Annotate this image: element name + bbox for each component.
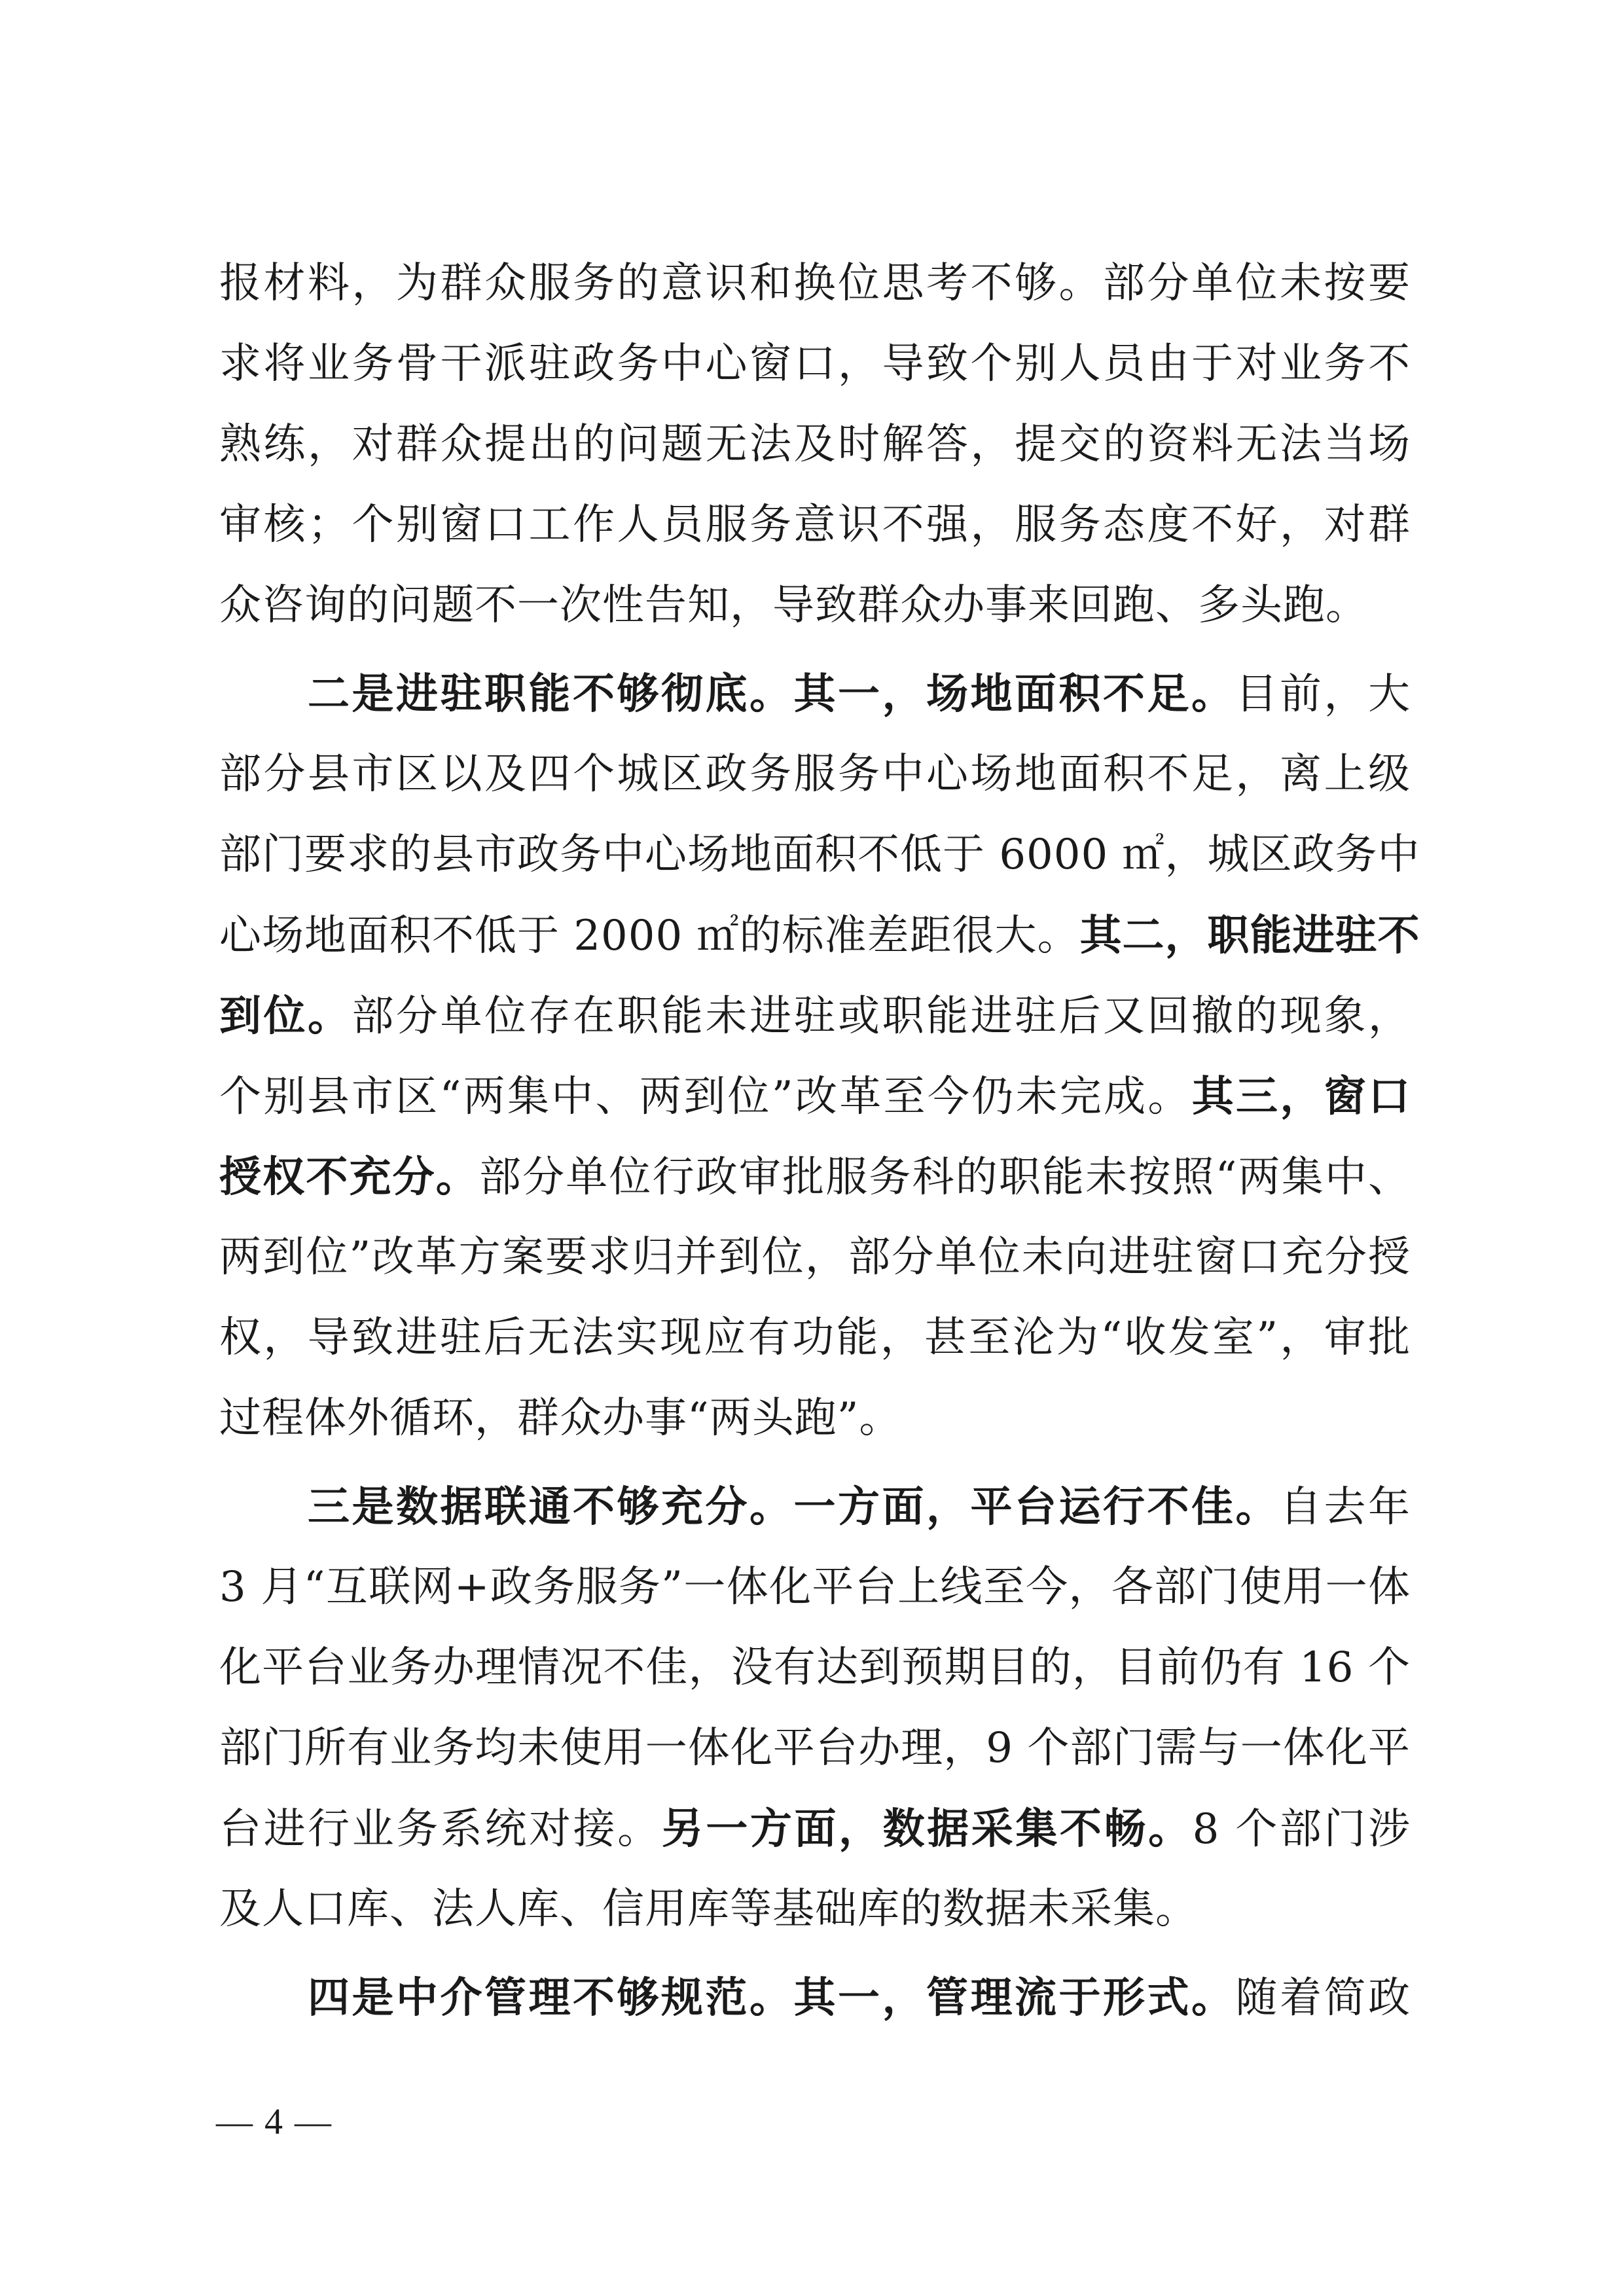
paragraph-gap xyxy=(219,646,1411,654)
bold-text-run: 二是进驻职能不够彻底。其一，场地面积不足。 xyxy=(219,670,1236,719)
text-run: 及人口库、法人库、信用库等基础库的数据未采集。 xyxy=(219,1885,1198,1933)
paragraph-gap xyxy=(219,1459,1411,1467)
text-line xyxy=(219,1378,1411,1459)
text-run: 报材料，为群众服务的意识和换位思考不够。部分单位未按要 xyxy=(219,259,1411,308)
text-run: 3 月“互联网+政务服务”一体化平台上线至今，各部门使用一体 xyxy=(219,1563,1411,1611)
text-line xyxy=(219,815,1420,895)
text-run: 熟练，对群众提出的问题无法及时解答，提交的资料无法当场 xyxy=(219,420,1411,469)
text-line xyxy=(219,485,1411,565)
text-run: 求将业务骨干派驻政务中心窗口，导致个别人员由于对业务不 xyxy=(219,340,1411,388)
bold-text-run: 到位。 xyxy=(219,992,352,1041)
text-line xyxy=(219,734,1411,815)
text-run: 部门要求的县市政务中心场地面积不低于 6000 ㎡，城区政务中 xyxy=(219,831,1420,879)
paragraph xyxy=(219,1958,1411,2038)
text-line xyxy=(219,324,1411,404)
text-run: 两到位”改革方案要求归并到位，部分单位未向进驻窗口充分授 xyxy=(219,1233,1411,1282)
paragraph xyxy=(219,1467,1411,1950)
text-line xyxy=(219,1217,1411,1298)
text-line xyxy=(219,1708,1411,1789)
text-run: 台进行业务系统对接。 xyxy=(219,1805,662,1854)
paragraph-gap xyxy=(219,1950,1411,1958)
body-text xyxy=(219,243,1420,2038)
paragraph xyxy=(219,243,1411,646)
text-run: 个别县市区“两集中、两到位”改革至今仍未完成。 xyxy=(219,1073,1192,1121)
text-run: 目前，大 xyxy=(1235,670,1411,719)
bold-text-run: 另一方面，数据采集不畅。 xyxy=(661,1804,1193,1854)
text-run: 自去年 xyxy=(1280,1483,1411,1532)
text-run: 过程体外循环，群众办事“两头跑”。 xyxy=(219,1394,902,1443)
text-line xyxy=(219,565,1411,646)
text-run: 部分单位行政审批服务科的职能未按照“两集中、 xyxy=(478,1153,1411,1202)
text-line xyxy=(219,1869,1411,1950)
page-number: — 4 — xyxy=(216,2102,333,2142)
text-line xyxy=(219,243,1411,324)
bold-text-run: 四是中介管理不够规范。其一，管理流于形式。 xyxy=(219,1973,1236,2022)
text-line xyxy=(219,1137,1411,1217)
text-run: 8 个部门涉 xyxy=(1192,1805,1411,1854)
text-run: 部分县市区以及四个城区政务服务中心场地面积不足，离上级 xyxy=(219,750,1411,798)
text-run: 众咨询的问题不一次性告知，导致群众办事来回跑、多头跑。 xyxy=(219,581,1368,630)
bold-text-run: 授权不充分。 xyxy=(219,1153,479,1202)
bold-text-run: 其三，窗口 xyxy=(1191,1072,1411,1121)
text-run: 随着简政 xyxy=(1235,1974,1411,2022)
text-line xyxy=(219,1547,1411,1628)
text-line xyxy=(219,654,1411,734)
paragraph xyxy=(219,654,1420,1459)
text-line xyxy=(219,1789,1411,1869)
text-line xyxy=(219,1467,1411,1547)
text-line xyxy=(219,895,1420,976)
text-line xyxy=(219,976,1411,1056)
text-run: 心场地面积不低于 2000 ㎡的标准差距很大。 xyxy=(219,912,1080,960)
bold-text-run: 三是数据联通不够充分。一方面，平台运行不佳。 xyxy=(219,1482,1280,1532)
text-run: 化平台业务办理情况不佳，没有达到预期目的，目前仍有 16 个 xyxy=(219,1643,1411,1692)
text-line xyxy=(219,404,1411,485)
text-line xyxy=(219,1298,1411,1378)
text-run: 部门所有业务均未使用一体化平台办理，9 个部门需与一体化平 xyxy=(219,1724,1411,1772)
text-line xyxy=(219,1628,1411,1708)
text-run: 权，导致进驻后无法实现应有功能，甚至沦为“收发室”，审批 xyxy=(219,1314,1411,1362)
text-run: 部分单位存在职能未进驻或职能进驻后又回撤的现象， xyxy=(352,992,1411,1041)
text-run: 审核；个别窗口工作人员服务意识不强，服务态度不好，对群 xyxy=(219,501,1411,549)
text-line xyxy=(219,1056,1411,1137)
text-line xyxy=(219,1958,1411,2038)
bold-text-run: 其二，职能进驻不 xyxy=(1079,911,1420,960)
